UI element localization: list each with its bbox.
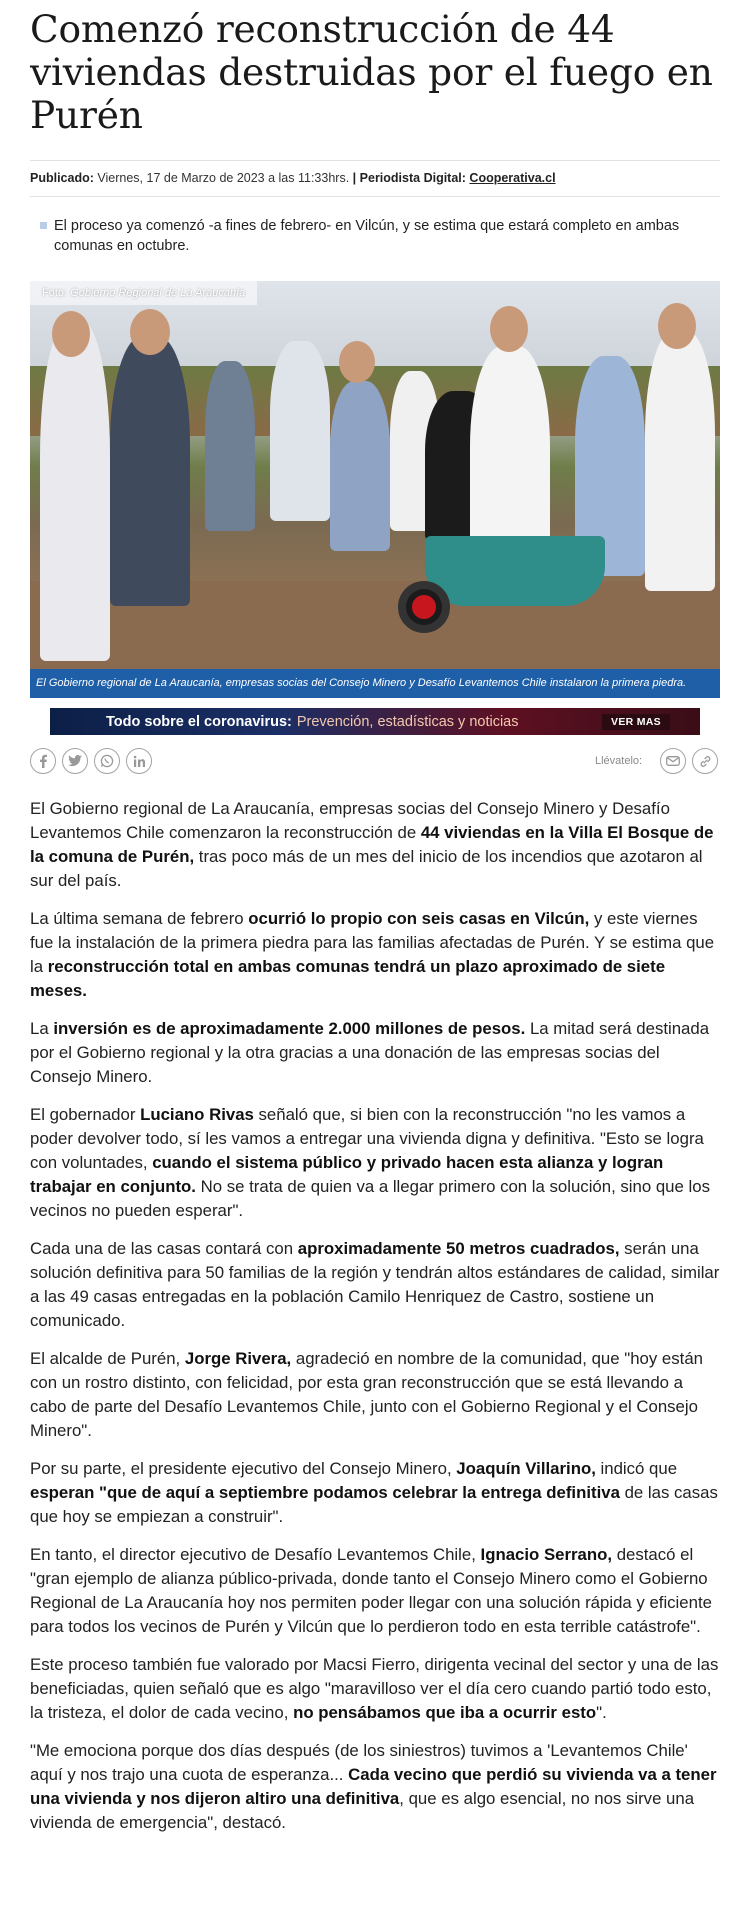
body-bold: Cada vecino que perdió su vivienda va a tener una vivienda y nos dijeron altiro una definitiva — [30, 1765, 717, 1808]
photo-person — [270, 341, 330, 521]
body-bold: Luciano Rivas — [140, 1105, 254, 1124]
photo-person-head — [52, 311, 90, 357]
linkedin-icon[interactable] — [126, 748, 152, 774]
article-photo[interactable] — [30, 281, 720, 669]
published-date: Viernes, 17 de Marzo de 2023 a las 11:33hrs. — [97, 171, 350, 185]
photo-person-head — [339, 341, 375, 383]
body-bold: Jorge Rivera, — [184, 1349, 292, 1368]
photo-credit-source: Gobierno Regional de La Araucanía — [70, 287, 246, 299]
photo-wheelbarrow — [425, 536, 605, 606]
article-body — [30, 797, 720, 1849]
coronavirus-banner[interactable] — [50, 708, 700, 735]
body-text: La — [30, 1019, 54, 1038]
body-text: y este viernes fue la instalación de la primera piedra para las familias afectadas de Purén. Y se estima que la — [30, 909, 715, 976]
body-bold: aproximadamente 50 metros cuadrados, — [297, 1239, 620, 1258]
photo-person — [645, 331, 715, 591]
article-title: Comenzó reconstrucción de 44 viviendas destruidas por el fuego en Purén — [30, 7, 713, 137]
body-text: La última semana de febrero — [30, 909, 249, 928]
body-text: Este proceso también fue valorado por Macsi Fierro, dirigenta vecinal del sector y una de las beneficiadas, quien señaló que es algo "maravilloso ver el día cero cuando partió todo esto, la tristeza, el dolor de cada vecino, — [30, 1655, 719, 1722]
body-paragraph-8 — [30, 1543, 720, 1639]
photo-person-head — [490, 306, 528, 352]
body-bold: Joaquín Villarino, — [456, 1459, 596, 1478]
body-paragraph-9 — [30, 1653, 720, 1725]
photo-person — [40, 321, 110, 661]
body-paragraph-4 — [30, 1103, 720, 1223]
photo-caption: El Gobierno regional de La Araucanía, empresas socias del Consejo Minero y Desafío Levantemos Chile instalaron la primera piedra. — [30, 669, 720, 698]
body-paragraph-1 — [30, 797, 720, 893]
body-text: serán una solución definitiva para 50 familias de la región y tendrán altos estándares de calidad, similar a las 49 casas entregadas en la población Camilo Henriquez de Castro, sostiene un comunicado. — [30, 1239, 720, 1330]
whatsapp-icon[interactable] — [94, 748, 120, 774]
photo-credit — [30, 281, 257, 305]
author-link[interactable]: Cooperativa.cl — [469, 171, 556, 185]
body-text: de las casas que hoy se empiezan a construir". — [30, 1483, 718, 1526]
body-bold: 44 viviendas en la Villa El Bosque de la comuna de Purén, — [30, 823, 714, 866]
photo-wheel-hub — [412, 595, 436, 619]
body-text: tras poco más de un mes del inicio de los incendios que azotaron al sur del país. — [30, 847, 703, 890]
photo-person-head — [658, 303, 696, 349]
body-text: , que es algo esencial, no nos sirve una vivienda de emergencia", destacó. — [30, 1789, 695, 1832]
body-text: No se trata de quien va a llegar primero con la solución, sino que los vecinos no pueden esperar". — [30, 1177, 710, 1220]
banner-label: Todo sobre el coronavirus: — [106, 713, 292, 730]
body-paragraph-10 — [30, 1739, 720, 1835]
body-paragraph-6 — [30, 1347, 720, 1443]
body-bold: esperan "que de aquí a septiembre podamos celebrar la entrega definitiva — [30, 1483, 620, 1502]
author-label: Periodista Digital: — [359, 171, 466, 185]
body-text: destacó el "gran ejemplo de alianza público-privada, donde tanto el Consejo Minero como el Gobierno Regional de La Araucanía hoy nos permiten poder llegar con una solución rápida y eficiente para todos los vecinos de Purén y Vilcún que lo perdieron todo en esta terrible catástrofe". — [30, 1545, 712, 1636]
link-icon[interactable] — [692, 748, 718, 774]
body-paragraph-2 — [30, 907, 720, 1003]
body-bold: inversión es de aproximadamente 2.000 millones de pesos. — [53, 1019, 526, 1038]
body-text: "Me emociona porque dos días después (de los siniestros) tuvimos a 'Levantemos Chile' aquí y nos trajo una cuota de esperanza... — [30, 1741, 688, 1784]
body-text: La mitad será destinada por el Gobierno regional y la otra gracias a una donación de las empresas socias del Consejo Minero. — [30, 1019, 710, 1086]
mail-icon[interactable] — [660, 748, 686, 774]
photo-credit-prefix: Foto: — [42, 287, 68, 299]
body-text: indicó que — [595, 1459, 678, 1478]
photo-person-head — [130, 309, 170, 355]
body-bold: reconstrucción total en ambas comunas tendrá un plazo aproximado de siete meses. — [30, 957, 666, 1000]
body-text: El gobernador — [30, 1105, 141, 1124]
bullet-square-icon — [40, 222, 47, 229]
ver-mas-button[interactable]: VER MAS — [602, 714, 670, 730]
twitter-icon[interactable] — [62, 748, 88, 774]
body-bold: cuando el sistema público y privado hacen esta alianza y logran trabajar en conjunto. — [30, 1153, 664, 1196]
banner-sublabel: Prevención, estadísticas y noticias — [296, 713, 519, 730]
body-paragraph-5 — [30, 1237, 720, 1333]
byline-divider — [30, 196, 720, 197]
body-bold: ocurrió lo propio con seis casas en Vilcún, — [248, 909, 590, 928]
body-text: El alcalde de Purén, — [30, 1349, 185, 1368]
facebook-icon[interactable] — [30, 748, 56, 774]
body-paragraph-3 — [30, 1017, 720, 1089]
photo-person — [330, 381, 390, 551]
body-text: Cada una de las casas contará con — [30, 1239, 298, 1258]
byline-separator: | — [352, 171, 357, 185]
title-divider — [30, 160, 720, 161]
published-label: Publicado: — [30, 171, 94, 185]
body-text: agradeció en nombre de la comunidad, que "hoy están con un rostro distinto, con felicidad, por esta gran reconstrucción que se está llevando a cabo de parte del Desafío Levantemos Chile, junto con el Gobierno Regional y el Consejo Minero". — [30, 1349, 703, 1440]
llevatelo-label: Llévatelo: — [595, 755, 643, 767]
article-summary — [40, 216, 710, 256]
byline — [30, 171, 720, 185]
body-text: El Gobierno regional de La Araucanía, empresas socias del Consejo Minero y Desafío Levantemos Chile comenzaron la reconstrucción de — [30, 799, 670, 842]
photo-person — [205, 361, 255, 531]
share-bar — [30, 748, 720, 776]
summary-text: El proceso ya comenzó -a fines de febrero- en Vilcún, y se estima que estará completo en ambas comunas en octubre. — [54, 218, 680, 254]
body-text: En tanto, el director ejecutivo de Desafío Levantemos Chile, — [30, 1545, 481, 1564]
body-text: Por su parte, el presidente ejecutivo del Consejo Minero, — [30, 1459, 457, 1478]
photo-person — [110, 336, 190, 606]
body-paragraph-7 — [30, 1457, 720, 1529]
body-bold: Ignacio Serrano, — [480, 1545, 613, 1564]
body-text: ". — [596, 1703, 607, 1722]
body-text: señaló que, si bien con la reconstrucción "no les vamos a poder devolver todo, sí les vamos a entregar una vivienda digna y definitiva. "Esto se logra con voluntades, — [30, 1105, 704, 1172]
body-bold: no pensábamos que iba a ocurrir esto — [293, 1703, 597, 1722]
